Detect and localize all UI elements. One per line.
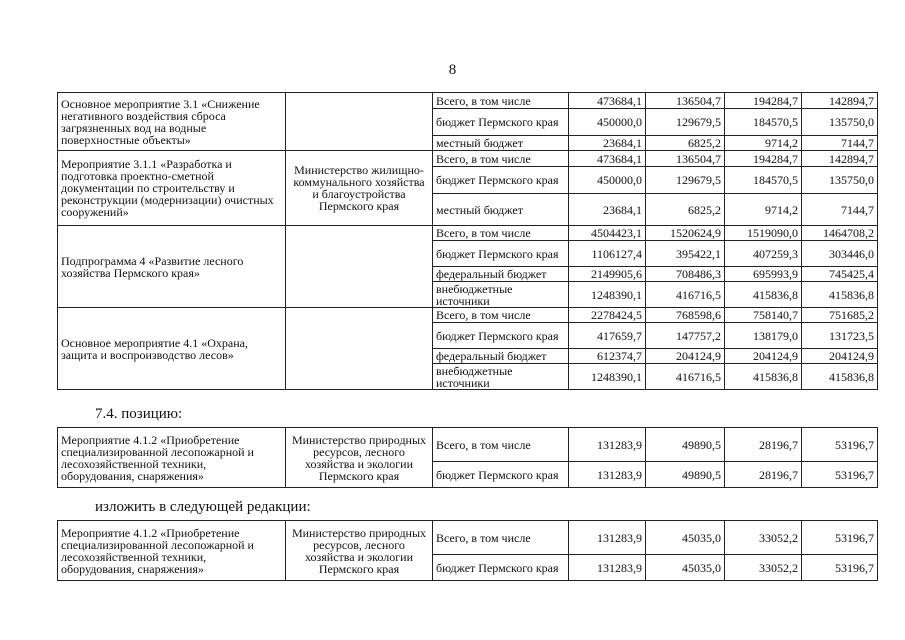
amount-year-2: 9714,2	[725, 194, 802, 226]
amount-total: 612374,7	[569, 349, 646, 364]
amount-year-3: 745425,4	[802, 267, 878, 282]
amount-year-2: 194284,7	[725, 151, 802, 167]
amount-year-3: 142894,7	[802, 93, 878, 109]
amount-year-2: 184570,5	[725, 109, 802, 136]
budget-table-current	[57, 427, 878, 488]
table-row	[58, 428, 878, 462]
amount-year-2: 28196,7	[725, 428, 802, 462]
amount-year-2: 415836,8	[725, 364, 802, 390]
amount-year-1: 1520624,9	[646, 226, 725, 241]
funding-source: бюджет Пермского края	[433, 109, 569, 136]
amount-total: 1248390,1	[569, 282, 646, 308]
funding-source: Всего, в том числе	[433, 226, 569, 241]
amount-year-2: 194284,7	[725, 93, 802, 109]
amount-total: 2149905,6	[569, 267, 646, 282]
amount-total: 23684,1	[569, 194, 646, 226]
table-row	[58, 226, 878, 241]
amount-year-3: 1464708,2	[802, 226, 878, 241]
executor-cell-empty	[286, 93, 433, 151]
activity-name: Мероприятие 4.1.2 «Приобретение специализированной лесопожарной и лесохозяйственной техники, оборудования, снаряжения»	[58, 521, 286, 581]
executor-cell-empty	[286, 226, 433, 308]
amount-year-2: 33052,2	[725, 521, 802, 555]
amount-year-3: 142894,7	[802, 151, 878, 167]
funding-source: бюджет Пермского края	[433, 462, 569, 488]
amount-total: 473684,1	[569, 93, 646, 109]
amount-year-3: 204124,9	[802, 349, 878, 364]
amount-year-1: 45035,0	[646, 521, 725, 555]
amount-year-3: 131723,5	[802, 323, 878, 349]
activity-name: Мероприятие 4.1.2 «Приобретение специализированной лесопожарной и лесохозяйственной техники, оборудования, снаряжения»	[58, 428, 286, 488]
amount-year-2: 204124,9	[725, 349, 802, 364]
amount-total: 1106127,4	[569, 241, 646, 267]
amount-year-3: 53196,7	[802, 428, 878, 462]
funding-source: федеральный бюджет	[433, 267, 569, 282]
amount-year-3: 135750,0	[802, 109, 878, 136]
amount-total: 131283,9	[569, 555, 646, 581]
amount-total: 23684,1	[569, 136, 646, 151]
amount-year-2: 758140,7	[725, 308, 802, 323]
funding-source: бюджет Пермского края	[433, 241, 569, 267]
amount-year-3: 135750,0	[802, 167, 878, 194]
amount-total: 1248390,1	[569, 364, 646, 390]
funding-source: местный бюджет	[433, 194, 569, 226]
section-heading-edit: изложить в следующей редакции:	[95, 499, 311, 515]
amount-year-2: 695993,9	[725, 267, 802, 282]
amount-year-3: 53196,7	[802, 462, 878, 488]
budget-table-revised	[57, 520, 878, 581]
amount-total: 4504423,1	[569, 226, 646, 241]
amount-year-1: 6825,2	[646, 194, 725, 226]
amount-year-1: 49890,5	[646, 462, 725, 488]
table-row	[58, 93, 878, 109]
executor-name: Министерство жилищно-коммунального хозяйства и благоустройства Пермского края	[286, 151, 433, 226]
amount-year-3: 303446,0	[802, 241, 878, 267]
activity-name: Мероприятие 3.1.1 «Разработка и подготовка проектно-сметной документации по строительству и реконструкции (модернизации) очистных сооружений»	[58, 151, 286, 226]
amount-total: 131283,9	[569, 428, 646, 462]
amount-year-2: 138179,0	[725, 323, 802, 349]
funding-source: внебюджетные источники	[433, 364, 569, 390]
amount-year-1: 147757,2	[646, 323, 725, 349]
funding-source: местный бюджет	[433, 136, 569, 151]
activity-name: Основное мероприятие 4.1 «Охрана, защита и воспроизводство лесов»	[58, 308, 286, 390]
table-row	[58, 308, 878, 323]
amount-year-1: 129679,5	[646, 109, 725, 136]
activity-name: Подпрограмма 4 «Развитие лесного хозяйства Пермского края»	[58, 226, 286, 308]
amount-year-3: 53196,7	[802, 555, 878, 581]
amount-year-1: 204124,9	[646, 349, 725, 364]
amount-year-1: 136504,7	[646, 151, 725, 167]
funding-source: бюджет Пермского края	[433, 323, 569, 349]
funding-source: Всего, в том числе	[433, 151, 569, 167]
amount-year-3: 751685,2	[802, 308, 878, 323]
amount-total: 131283,9	[569, 462, 646, 488]
page-number: 8	[448, 62, 457, 78]
amount-year-3: 415836,8	[802, 364, 878, 390]
amount-year-1: 49890,5	[646, 428, 725, 462]
budget-table-main	[57, 92, 878, 390]
amount-year-1: 416716,5	[646, 364, 725, 390]
amount-year-3: 7144,7	[802, 194, 878, 226]
funding-source: Всего, в том числе	[433, 521, 569, 555]
amount-year-2: 9714,2	[725, 136, 802, 151]
activity-name: Основное мероприятие 3.1 «Снижение негативного воздействия сброса загрязненных вод на водные поверхностные объекты»	[58, 93, 286, 151]
funding-source: Всего, в том числе	[433, 93, 569, 109]
funding-source: федеральный бюджет	[433, 349, 569, 364]
funding-source: бюджет Пермского края	[433, 167, 569, 194]
amount-year-3: 7144,7	[802, 136, 878, 151]
table-row	[58, 151, 878, 167]
amount-year-1: 129679,5	[646, 167, 725, 194]
executor-name: Министерство природных ресурсов, лесного хозяйства и экологии Пермского края	[286, 521, 433, 581]
amount-year-2: 407259,3	[725, 241, 802, 267]
table-row	[58, 521, 878, 555]
amount-year-2: 28196,7	[725, 462, 802, 488]
amount-total: 473684,1	[569, 151, 646, 167]
amount-year-2: 184570,5	[725, 167, 802, 194]
amount-year-1: 395422,1	[646, 241, 725, 267]
funding-source: Всего, в том числе	[433, 428, 569, 462]
amount-year-2: 415836,8	[725, 282, 802, 308]
amount-total: 131283,9	[569, 521, 646, 555]
amount-total: 450000,0	[569, 109, 646, 136]
amount-year-1: 416716,5	[646, 282, 725, 308]
amount-year-1: 45035,0	[646, 555, 725, 581]
amount-year-1: 6825,2	[646, 136, 725, 151]
amount-year-1: 136504,7	[646, 93, 725, 109]
funding-source: внебюджетные источники	[433, 282, 569, 308]
amount-year-2: 33052,2	[725, 555, 802, 581]
amount-total: 450000,0	[569, 167, 646, 194]
executor-name: Министерство природных ресурсов, лесного хозяйства и экологии Пермского края	[286, 428, 433, 488]
amount-year-1: 708486,3	[646, 267, 725, 282]
funding-source: Всего, в том числе	[433, 308, 569, 323]
executor-cell-empty	[286, 308, 433, 390]
amount-total: 2278424,5	[569, 308, 646, 323]
amount-year-1: 768598,6	[646, 308, 725, 323]
funding-source: бюджет Пермского края	[433, 555, 569, 581]
amount-year-3: 415836,8	[802, 282, 878, 308]
section-heading-position: 7.4. позицию:	[95, 406, 183, 422]
amount-total: 417659,7	[569, 323, 646, 349]
amount-year-3: 53196,7	[802, 521, 878, 555]
amount-year-2: 1519090,0	[725, 226, 802, 241]
